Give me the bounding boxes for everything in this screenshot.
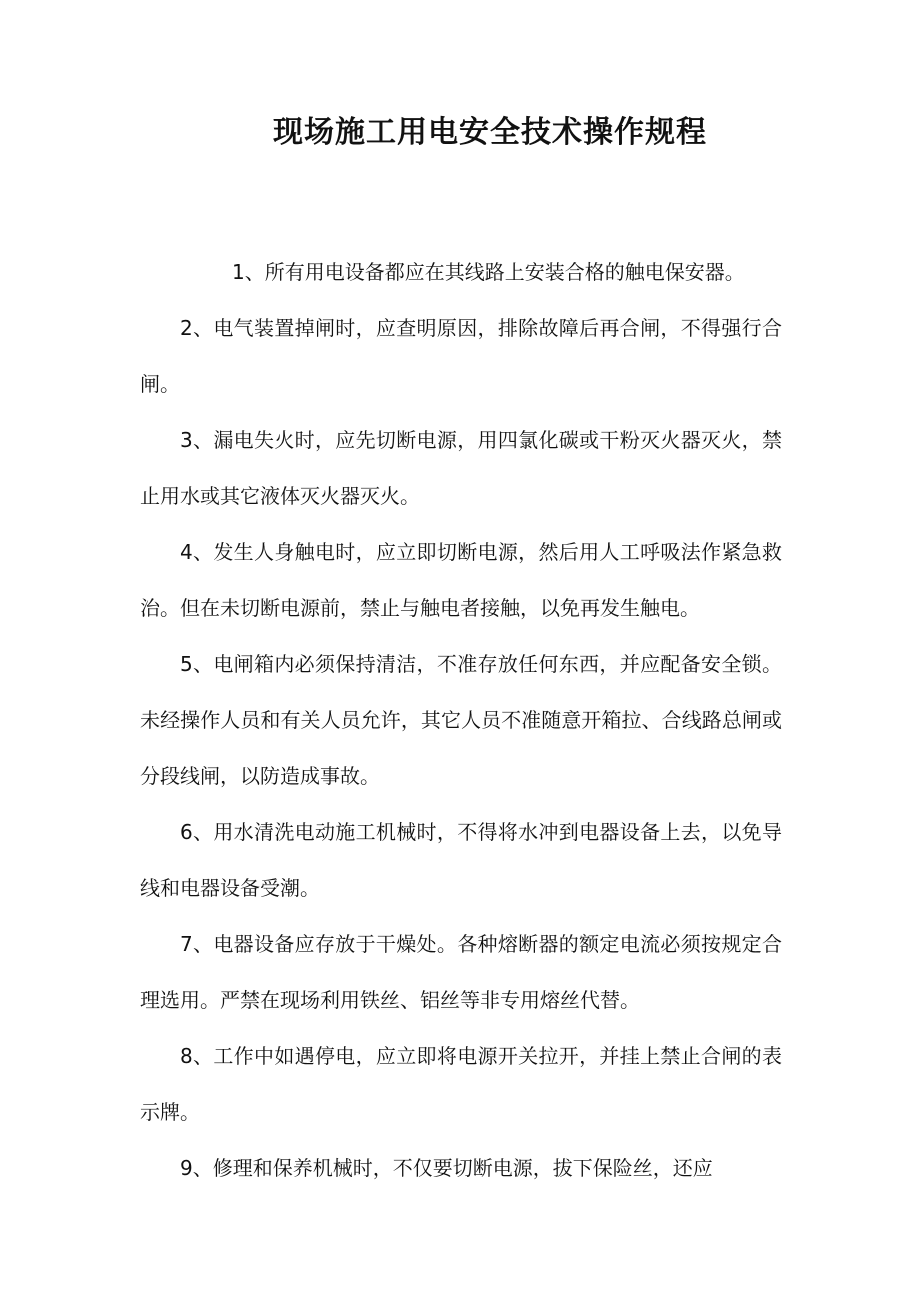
paragraph-rule-7: 7、电器设备应存放于干燥处。各种熔断器的额定电流必须按规定合理选用。严禁在现场利用铁丝、铝丝等非专用熔丝代替。 (140, 932, 782, 1012)
paragraph-rule-3: 3、漏电失火时，应先切断电源，用四氯化碳或干粉灭火器灭火，禁止用水或其它液体灭火器灭火。 (140, 428, 782, 508)
paragraph-rule-4: 4、发生人身触电时，应立即切断电源，然后用人工呼吸法作紧急救治。但在未切断电源前，禁止与触电者接触，以免再发生触电。 (140, 540, 782, 620)
paragraph-rule-5: 5、电闸箱内必须保持清洁，不准存放任何东西，并应配备安全锁。未经操作人员和有关人员允许，其它人员不准随意开箱拉、合线路总闸或分段线闸，以防造成事故。 (140, 652, 782, 788)
document-title: 现场施工用电安全技术操作规程 (273, 115, 707, 150)
document-body (140, 244, 782, 1196)
paragraph-rule-8: 8、工作中如遇停电，应立即将电源开关拉开，并挂上禁止合闸的表示牌。 (140, 1044, 782, 1124)
paragraph-rule-2: 2、电气装置掉闸时，应查明原因，排除故障后再合闸，不得强行合闸。 (140, 316, 782, 396)
paragraph-rule-9: 9、修理和保养机械时，不仅要切断电源，拔下保险丝，还应 (180, 1156, 713, 1180)
paragraph-rule-1: 1、所有用电设备都应在其线路上安装合格的触电保安器。 (232, 260, 745, 284)
paragraph-rule-6: 6、用水清洗电动施工机械时，不得将水冲到电器设备上去，以免导线和电器设备受潮。 (140, 820, 782, 900)
